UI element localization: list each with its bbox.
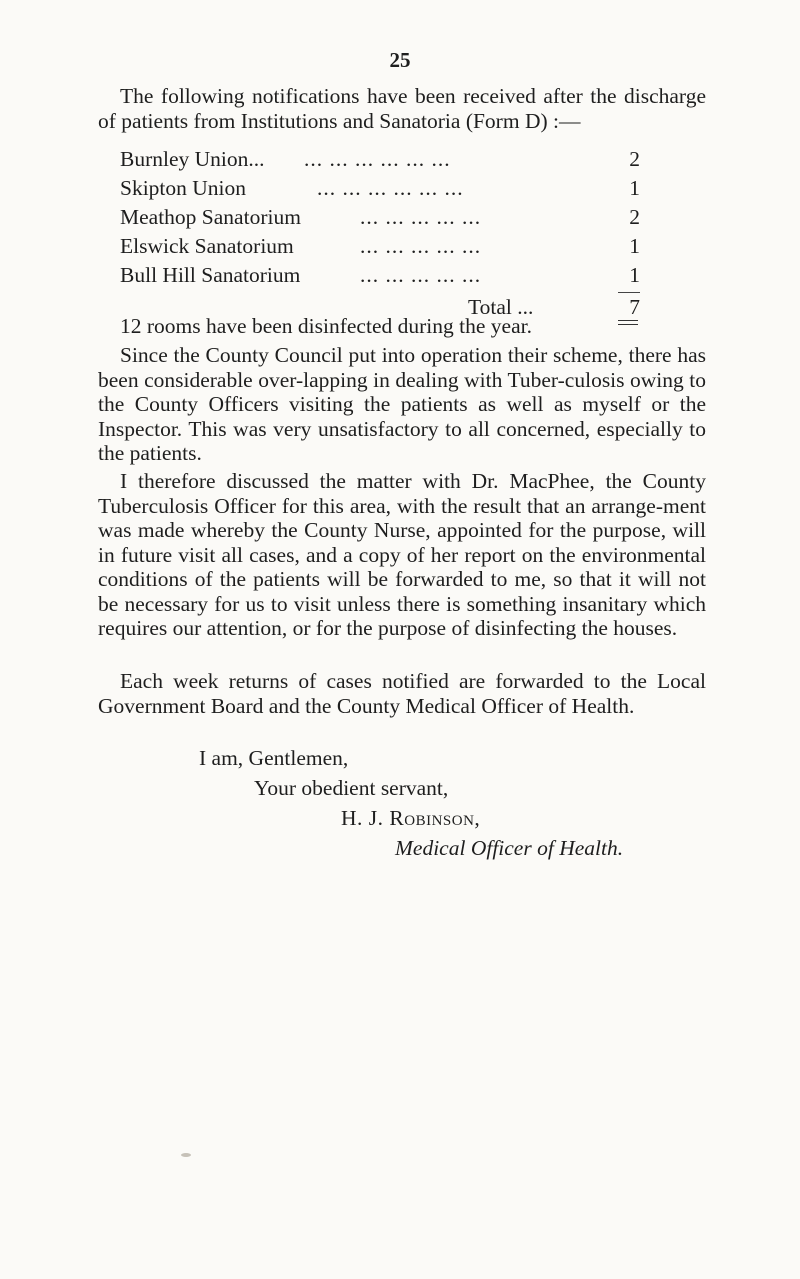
dot-leader: ... ... ... ... ... ... <box>317 176 464 200</box>
institution-name: Bull Hill Sanatorium <box>120 263 301 287</box>
institution-name: Elswick Sanatorium <box>120 234 294 258</box>
dot-leader: ... ... ... ... ... ... <box>304 147 451 171</box>
notification-count: 2 <box>629 147 640 171</box>
dot-leader: ... ... ... ... ... <box>360 205 482 229</box>
notification-count: 1 <box>629 176 640 200</box>
notifications-table <box>120 145 640 322</box>
paragraph-weekly-returns: Each week returns of cases notified are forwarded to the Local Government Board and the County Medical Officer of Health. <box>98 669 706 718</box>
intro-paragraph: The following notifications have been received after the discharge of patients from Institutions and Sanatoria (Form D) :— <box>98 84 706 133</box>
signature-name: H. J. Robinson, <box>341 806 481 830</box>
table-row <box>120 145 640 174</box>
table-row <box>120 232 640 261</box>
signoff-closing: Your obedient servant, <box>254 776 449 800</box>
paragraph-arrangement: I therefore discussed the matter with Dr. MacPhee, the County Tuberculosis Officer for this area, with the result that an arrange-ment was made whereby the County Nurse, appointed for the purpose, will in future visit all cases, and a copy of her report on the environmental conditions of the patients will be forwarded to me, so that it will not be necessary for us to visit unless there is something insanitary which requires our attention, or for the purpose of disinfecting the houses. <box>98 469 706 640</box>
notification-count: 1 <box>629 263 640 287</box>
ink-smudge <box>181 1153 191 1157</box>
institution-name: Skipton Union <box>120 176 247 200</box>
page-number: 25 <box>389 48 411 72</box>
rooms-disinfected-text: 12 rooms have been disinfected during the year. <box>120 314 532 338</box>
signoff-greeting: I am, Gentlemen, <box>199 746 349 770</box>
paragraph-overlapping: Since the County Council put into operation their scheme, there has been considerable over-lapping in dealing with Tuber-culosis owing to the County Officers visiting the patients as well as myself or the Inspector. This was very unsatisfactory to all concerned, especially to the patients. <box>98 343 706 465</box>
total-label: Total ... <box>468 295 534 319</box>
signature-title: Medical Officer of Health. <box>395 836 624 860</box>
table-row <box>120 203 640 232</box>
notification-count: 1 <box>629 234 640 258</box>
total-value: 7 <box>629 295 640 319</box>
table-row <box>120 261 640 290</box>
table-row <box>120 174 640 203</box>
dot-leader: ... ... ... ... ... <box>360 234 482 258</box>
dot-leader: ... ... ... ... ... <box>360 263 482 287</box>
notification-count: 2 <box>629 205 640 229</box>
institution-name: Meathop Sanatorium <box>120 205 301 229</box>
institution-name: Burnley Union... <box>120 147 265 171</box>
